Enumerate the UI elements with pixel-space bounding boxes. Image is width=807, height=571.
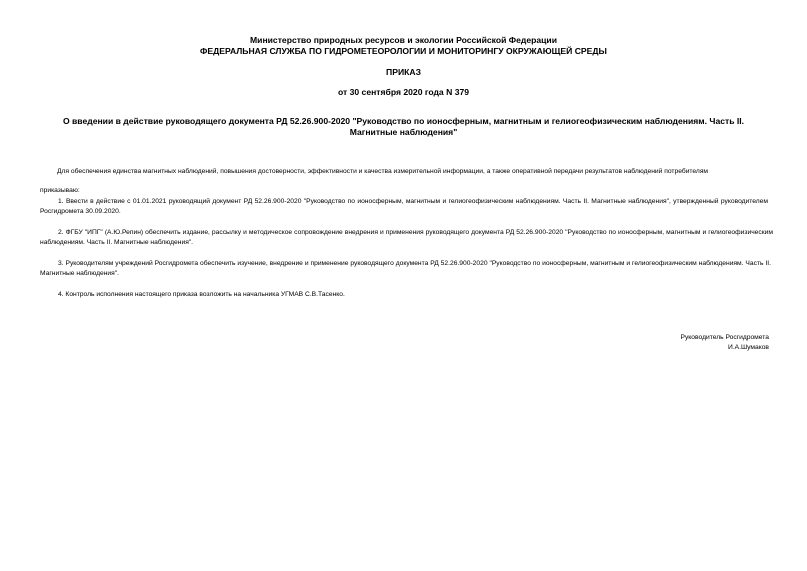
signature-position: Руководитель Росгидромета — [680, 334, 769, 341]
date-number-heading: от 30 сентября 2020 года N 379 — [337, 87, 470, 97]
order-title: О введении в действие руководящего документа РД 52.26.900-2020 "Руководство по ионосферным, магнитным и гелиогеофизическим наблюдениям. Часть II. Магнитные наблюдения" — [62, 116, 745, 137]
service-heading: ФЕДЕРАЛЬНАЯ СЛУЖБА ПО ГИДРОМЕТЕОРОЛОГИИ И МОНИТОРИНГУ ОКРУЖАЮЩЕЙ СРЕДЫ — [200, 46, 607, 56]
intro-paragraph: Для обеспечения единства магнитных наблюдений, повышения достоверности, эффективности и качества измерительной информации, а также оперативной передачи результатов наблюдений потребителям — [57, 168, 709, 175]
order-word: приказываю: — [40, 187, 80, 194]
signature-name: И.А.Шумаков — [728, 344, 769, 351]
order-item-1: 1. Ввести в действие с 01.01.2021 руководящий документ РД 52.26.900-2020 "Руководство по ионосферным, магнитным и гелиогеофизическим наблюдениям. Часть II. Магнитные наблюдения", утвержденный руководителем Росгидромета 30.09.2020. — [40, 198, 768, 215]
doc-type-heading: ПРИКАЗ — [386, 67, 421, 77]
order-item-3: 3. Руководителям учреждений Росгидромета обеспечить изучение, внедрение и применение руководящего документа РД 52.26.900-2020 "Руководство по ионосферным, магнитным и гелиогеофизическим наблюдениям. Часть II. Магнитные наблюдения". — [40, 260, 771, 277]
order-item-4: 4. Контроль исполнения настоящего приказа возложить на начальника УГМАВ С.В.Тасенко. — [58, 291, 345, 298]
order-item-2: 2. ФГБУ "ИПГ" (А.Ю.Репин) обеспечить издание, рассылку и методическое сопровождение внедрения и применения руководящего документа РД 52.26.900-2020 "Руководство по ионосферным, магнитным и гелиогеофизическим наблюдениям. Часть II. Магнитные наблюдения". — [40, 229, 773, 246]
ministry-heading: Министерство природных ресурсов и экологии Российской Федерации — [250, 35, 557, 45]
